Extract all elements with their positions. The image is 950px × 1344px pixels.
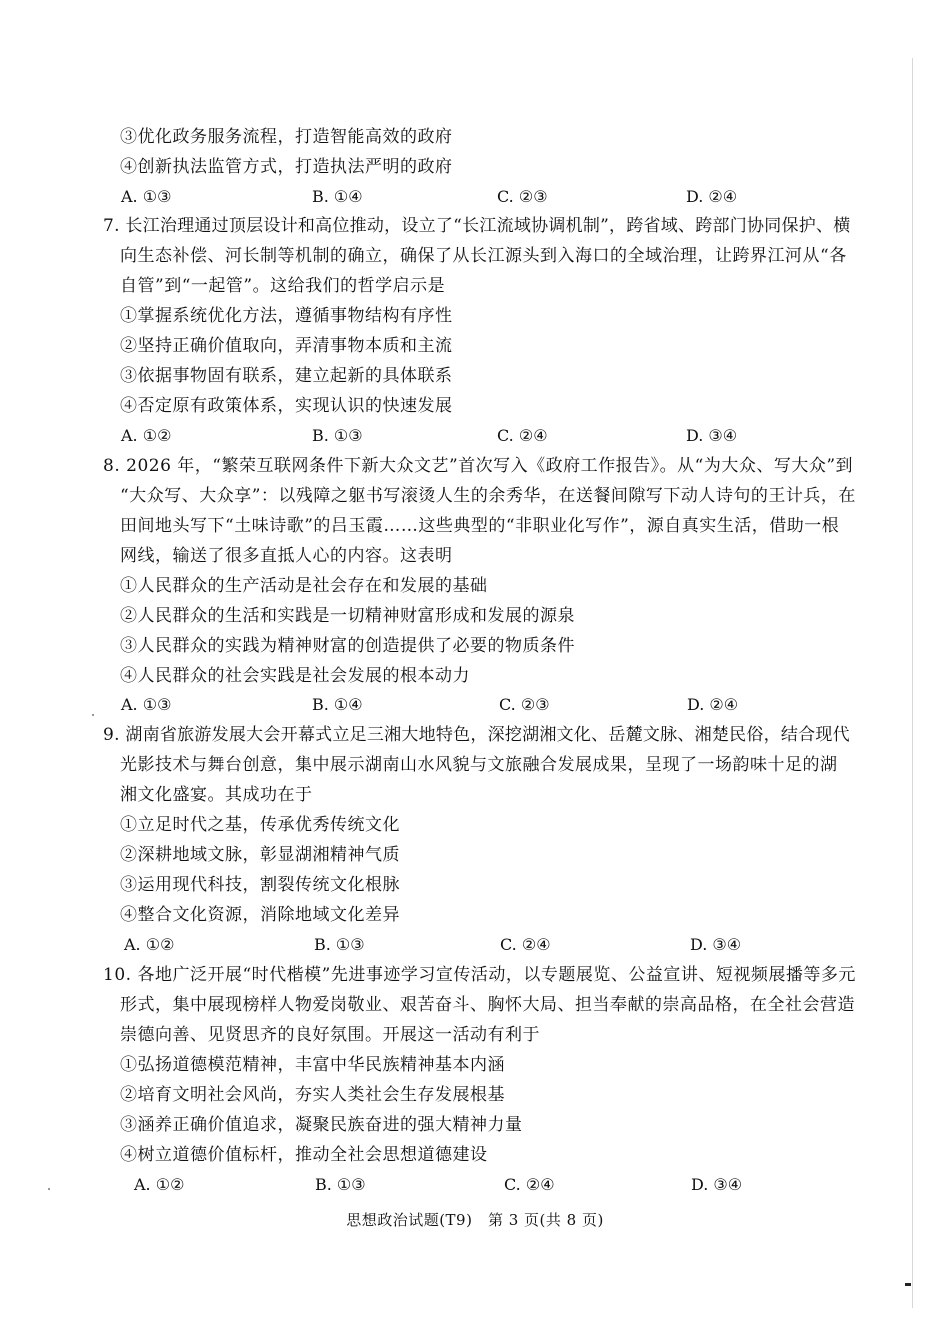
q7-statement-4: ④否定原有政策体系，实现认识的快速发展 [120,396,453,416]
q10-stem-line: 崇德向善、见贤思齐的良好氛围。开展这一活动有利于 [120,1025,540,1045]
q6-options [121,186,881,208]
q7-stem-line: 向生态补偿、河长制等机制的确立，确保了从长江源头到入海口的全域治理，让跨界江河从“各 [120,246,847,266]
q7-statement-1: ①掌握系统优化方法，遵循事物结构有序性 [120,306,453,326]
q7-stem-line: 自管”到“一起管”。这给我们的哲学启示是 [120,276,446,296]
q8-stem-line: “大众写、大众享”：以残障之躯书写滚烫人生的余秀华，在送餐间隙写下动人诗句的王计兵，在 [120,486,856,506]
option-b: B. ①③ [314,935,365,954]
option-c: C. ②④ [500,935,551,954]
option-b: B. ①③ [315,1175,366,1194]
option-c: C. ②④ [497,426,548,445]
option-d: D. ②④ [687,695,739,714]
q7-statement-3: ③依据事物固有联系，建立起新的具体联系 [120,366,453,386]
q8-statement-1: ①人民群众的生产活动是社会存在和发展的基础 [120,576,488,596]
q9-stem-line: 湘文化盛宴。其成功在于 [120,785,313,805]
option-c: C. ②③ [499,695,550,714]
q10-statement-3: ③涵养正确价值追求，凝聚民族奋进的强大精神力量 [120,1115,523,1135]
q9-statement-4: ④整合文化资源，消除地域文化差异 [120,905,400,925]
option-c: C. ②④ [504,1175,555,1194]
scan-speck [48,1188,50,1190]
option-b: B. ①③ [312,426,363,445]
scan-edge-line [912,58,913,1308]
option-a: A. ①③ [121,695,172,714]
q10-stem-line: 形式，集中展现榜样人物爱岗敬业、艰苦奋斗、胸怀大局、担当奉献的崇高品格，在全社会营造 [120,995,855,1015]
q6-statement-3: ③优化政务服务流程，打造智能高效的政府 [120,127,453,147]
scan-speck [92,714,94,716]
option-a: A. ①② [124,935,175,954]
q8-stem-line: 田间地头写下“土味诗歌”的吕玉霞……这些典型的“非职业化写作”，源自真实生活，借助一根 [120,516,840,536]
q9-stem-line: 光影技术与舞台创意，集中展示湖南山水风貌与文旅融合发展成果，呈现了一场韵味十足的湖 [120,755,838,775]
option-d: D. ③④ [686,426,738,445]
option-d: D. ③④ [690,935,742,954]
q8-statement-4: ④人民群众的社会实践是社会发展的根本动力 [120,666,470,686]
q6-statement-4: ④创新执法监管方式，打造执法严明的政府 [120,157,453,177]
option-a: A. ①③ [121,187,172,206]
q10-stem-line: 10. 各地广泛开展“时代楷模”先进事迹学习宣传活动，以专题展览、公益宣讲、短视频展播等多元 [103,965,856,985]
q8-stem-line: 网线，输送了很多直抵人心的内容。这表明 [120,546,453,566]
q10-statement-1: ①弘扬道德模范精神，丰富中华民族精神基本内涵 [120,1055,505,1075]
q9-statement-2: ②深耕地域文脉，彰显湖湘精神气质 [120,845,400,865]
option-d: D. ③④ [691,1175,743,1194]
q9-statement-1: ①立足时代之基，传承优秀传统文化 [120,815,400,835]
q7-options [121,425,881,447]
q9-options [124,934,884,956]
option-d: D. ②④ [686,187,738,206]
option-b: B. ①④ [312,187,363,206]
q8-stem-line: 8. 2026 年，“繁荣互联网条件下新大众文艺”首次写入《政府工作报告》。从“为大众、写大众”到 [103,456,854,476]
q9-statement-3: ③运用现代科技，割裂传统文化根脉 [120,875,400,895]
q7-statement-2: ②坚持正确价值取向，弄清事物本质和主流 [120,336,453,356]
option-a: A. ①② [121,426,172,445]
page-footer: 思想政治试题(T9) 第 3 页(共 8 页) [346,1211,604,1229]
q10-statement-4: ④树立道德价值标杆，推动全社会思想道德建设 [120,1145,488,1165]
option-b: B. ①④ [312,695,363,714]
q10-options [134,1174,894,1196]
q7-stem-line: 7. 长江治理通过顶层设计和高位推动，设立了“长江流域协调机制”，跨省域、跨部门协同保护、横 [103,216,851,236]
q8-statement-2: ②人民群众的生活和实践是一切精神财富形成和发展的源泉 [120,606,575,626]
q10-statement-2: ②培育文明社会风尚，夯实人类社会生存发展根基 [120,1085,505,1105]
q8-statement-3: ③人民群众的实践为精神财富的创造提供了必要的物质条件 [120,636,575,656]
option-a: A. ①② [134,1175,185,1194]
q9-stem-line: 9. 湖南省旅游发展大会开幕式立足三湘大地特色，深挖湖湘文化、岳麓文脉、湘楚民俗，结合现代 [103,725,850,745]
scan-mark [905,1283,911,1286]
option-c: C. ②③ [497,187,548,206]
q8-options [121,694,881,716]
